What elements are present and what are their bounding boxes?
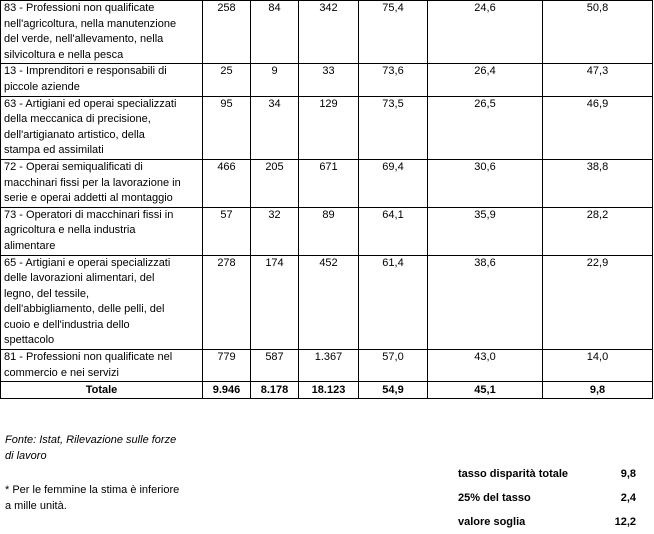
row-label-line: 83 - Professioni non qualificate [4, 2, 155, 14]
row-label-line: silvicoltura e nella pesca [4, 48, 124, 61]
summary-value: 12,2 [614, 516, 636, 528]
row-label-line: nell'agricoltura, nella manutenzione [4, 17, 177, 30]
footnote [5, 482, 179, 514]
row-label-line: delle lavorazioni alimentari, del [4, 272, 155, 285]
row-label [1, 64, 203, 96]
cell-c2: 84 [251, 1, 299, 64]
summary-label: 25% del tasso [458, 492, 531, 504]
cell-c5: 38,6 [428, 255, 543, 350]
row-label-line: del verde, nell'allevamento, nella [4, 33, 164, 46]
table-body [1, 1, 653, 399]
cell-c4: 61,4 [359, 255, 428, 350]
row-label-line: alimentare [4, 239, 56, 252]
row-label-line: dell'abbigliamento, delle pelli, del [4, 303, 165, 316]
cell-c1: 25 [203, 64, 251, 96]
row-label [1, 350, 203, 382]
row-label-line: 73 - Operatori di macchinari fissi in [4, 208, 174, 221]
row-label-line: commercio e nei servizi [4, 366, 119, 379]
cell-c1: 57 [203, 207, 251, 255]
cell-c1: 466 [203, 159, 251, 207]
cell-c3: 1.367 [299, 350, 359, 382]
summary-value: 2,4 [620, 492, 636, 504]
cell-c5: 26,4 [428, 64, 543, 96]
row-label-line: legno, del tessile, [4, 287, 89, 300]
summary-row [452, 510, 636, 534]
row-label [1, 96, 203, 159]
cell-c4: 64,1 [359, 207, 428, 255]
row-label-line: 81 - Professioni non qualificate nel [4, 351, 173, 364]
cell-c6: 14,0 [543, 350, 653, 382]
summary-value: 9,8 [620, 468, 636, 480]
row-label-line: della meccanica di precisione, [4, 113, 151, 126]
summary-row [452, 486, 636, 510]
summary-label: tasso disparità totale [458, 468, 569, 480]
row-label-line: 72 - Operai semiqualificati di [4, 160, 143, 173]
row-label-line: 63 - Artigiani ed operai specializzati [4, 97, 177, 110]
row-label-line: dell'artigianato artistico, della [4, 128, 145, 141]
cell-c5: 26,5 [428, 96, 543, 159]
cell-c6: 47,3 [543, 64, 653, 96]
cell-c6: 38,8 [543, 159, 653, 207]
row-label-line: 13 - Imprenditori e responsabili di [4, 65, 167, 78]
table-row [1, 64, 653, 96]
cell-c5: 24,6 [428, 1, 543, 64]
row-label-line: cuoio e dell'industria dello [4, 318, 130, 331]
source-note [5, 432, 176, 464]
summary-table [452, 462, 636, 534]
cell-c3: 129 [299, 96, 359, 159]
cell-c5: 35,9 [428, 207, 543, 255]
row-label [1, 1, 203, 64]
total-label: Totale [1, 382, 203, 399]
cell-c6: 22,9 [543, 255, 653, 350]
cell-c4: 75,4 [359, 1, 428, 64]
cell-c4: 73,6 [359, 64, 428, 96]
summary-label: valore soglia [458, 516, 526, 528]
cell-c4: 57,0 [359, 350, 428, 382]
total-cell-c3: 18.123 [299, 382, 359, 399]
total-cell-c6: 9,8 [543, 382, 653, 399]
cell-c2: 174 [251, 255, 299, 350]
total-cell-c1: 9.946 [203, 382, 251, 399]
row-label [1, 159, 203, 207]
source-note-line: Fonte: Istat, Rilevazione sulle forze [5, 434, 177, 446]
cell-c3: 342 [299, 1, 359, 64]
table-row [1, 1, 653, 64]
cell-c6: 50,8 [543, 1, 653, 64]
cell-c3: 671 [299, 159, 359, 207]
cell-c4: 69,4 [359, 159, 428, 207]
cell-c3: 452 [299, 255, 359, 350]
cell-c1: 779 [203, 350, 251, 382]
cell-c6: 28,2 [543, 207, 653, 255]
cell-c6: 46,9 [543, 96, 653, 159]
row-label-line: spettacolo [4, 334, 55, 347]
row-label-line: macchinari fissi per la lavorazione in [4, 176, 181, 189]
total-cell-c4: 54,9 [359, 382, 428, 399]
row-label-line: stampa ed assimilati [4, 144, 104, 157]
cell-c1: 278 [203, 255, 251, 350]
cell-c2: 32 [251, 207, 299, 255]
row-label-line: agricoltura e nella industria [4, 224, 136, 237]
cell-c2: 205 [251, 159, 299, 207]
cell-c1: 95 [203, 96, 251, 159]
summary-row [452, 462, 636, 486]
table-row [1, 159, 653, 207]
total-cell-c5: 45,1 [428, 382, 543, 399]
cell-c5: 43,0 [428, 350, 543, 382]
table-row [1, 96, 653, 159]
cell-c1: 258 [203, 1, 251, 64]
cell-c4: 73,5 [359, 96, 428, 159]
table-row [1, 350, 653, 382]
row-label [1, 255, 203, 350]
source-note-line: di lavoro [5, 450, 47, 462]
table-row [1, 255, 653, 350]
row-label [1, 207, 203, 255]
cell-c2: 9 [251, 64, 299, 96]
table-row [1, 207, 653, 255]
total-cell-c2: 8.178 [251, 382, 299, 399]
row-label-line: 65 - Artigiani e operai specializzati [4, 256, 171, 269]
cell-c2: 587 [251, 350, 299, 382]
cell-c3: 89 [299, 207, 359, 255]
cell-c3: 33 [299, 64, 359, 96]
footnote-line: a mille unità. [5, 500, 67, 512]
total-row [1, 382, 653, 399]
row-label-line: piccole aziende [4, 80, 80, 93]
footnote-line: * Per le femmine la stima è inferiore [5, 484, 180, 496]
cell-c5: 30,6 [428, 159, 543, 207]
cell-c2: 34 [251, 96, 299, 159]
row-label-line: serie e operai addetti al montaggio [4, 192, 173, 205]
